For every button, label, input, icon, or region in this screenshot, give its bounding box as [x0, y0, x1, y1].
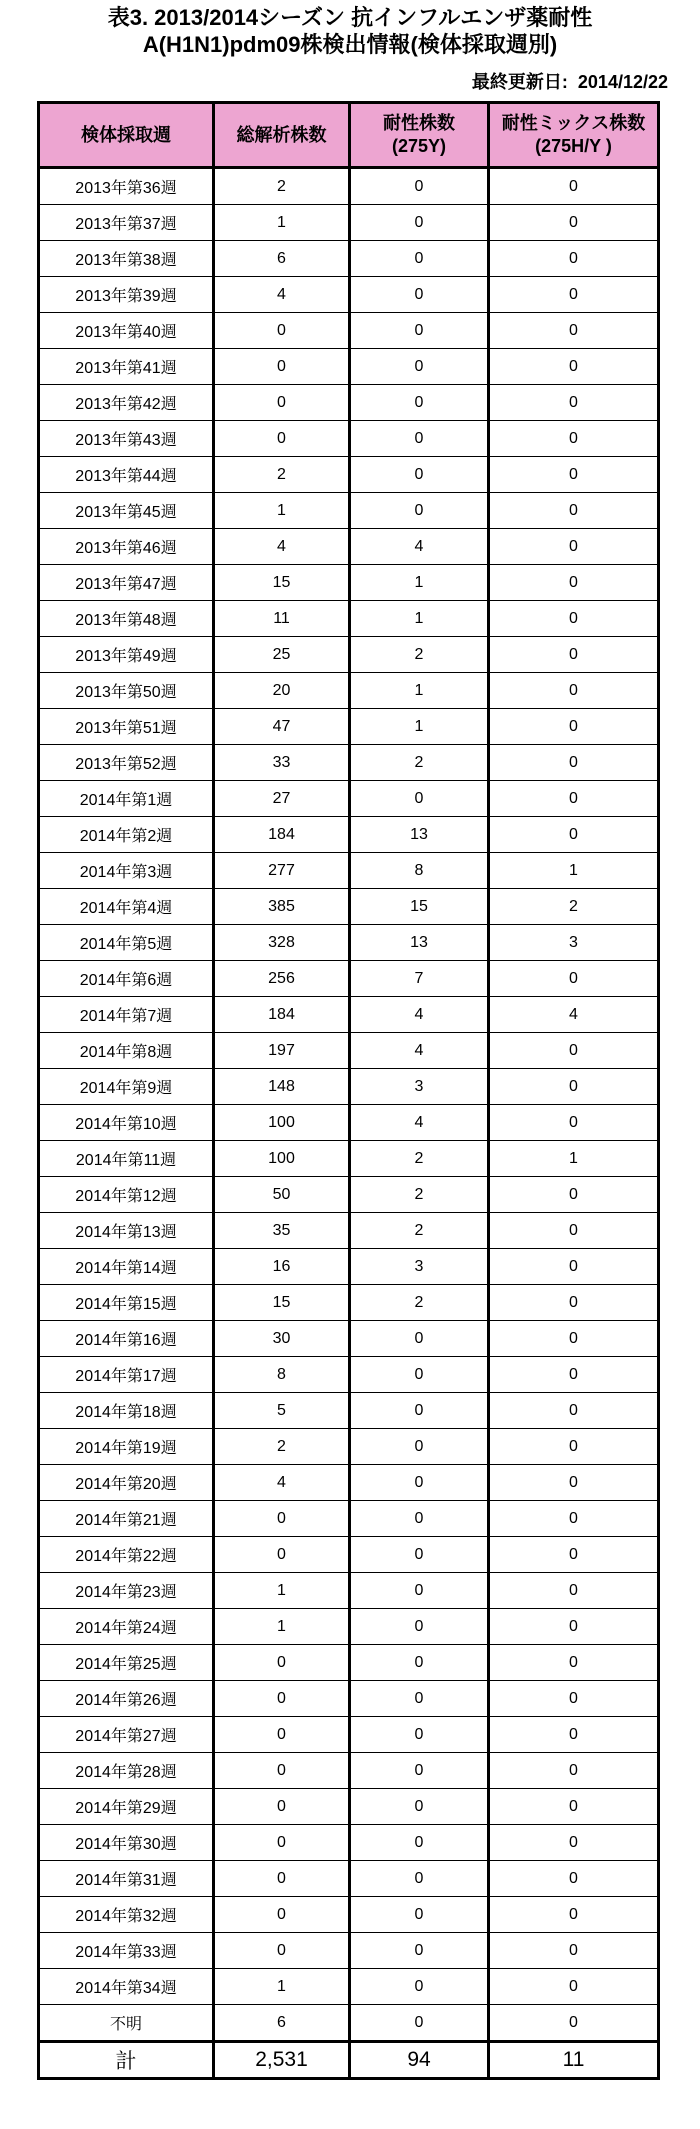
resistant-cell: 4 [350, 529, 489, 565]
week-cell: 2013年第48週 [39, 601, 214, 637]
week-cell: 2014年第5週 [39, 925, 214, 961]
week-cell: 2014年第33週 [39, 1933, 214, 1969]
week-cell: 2013年第39週 [39, 277, 214, 313]
header-resistant-sub: (275Y) [391, 136, 447, 156]
resistant-mix-cell: 0 [489, 1393, 659, 1429]
resistant-mix-cell: 0 [489, 961, 659, 997]
table-row [39, 205, 659, 241]
resistant-mix-cell: 0 [489, 745, 659, 781]
resistant-cell: 13 [350, 925, 489, 961]
table-row [39, 1249, 659, 1285]
resistant-mix-cell: 0 [489, 601, 659, 637]
column-header-resistant [350, 103, 489, 168]
resistant-mix-cell: 0 [489, 1213, 659, 1249]
resistant-cell: 1 [350, 673, 489, 709]
title-line-2: A(H1N1)pdm09株検出情報(検体採取週別) [142, 32, 558, 57]
table-row [39, 1753, 659, 1789]
week-cell: 2014年第8週 [39, 1033, 214, 1069]
analyzed-cell: 15 [214, 1285, 350, 1321]
week-cell: 2013年第38週 [39, 241, 214, 277]
table-row [39, 1537, 659, 1573]
week-cell: 2014年第29週 [39, 1789, 214, 1825]
table-row [39, 1105, 659, 1141]
resistant-cell: 0 [350, 1321, 489, 1357]
header-analyzed-label: 総解析株数 [236, 124, 327, 145]
analyzed-cell: 25 [214, 637, 350, 673]
resistant-cell: 0 [350, 385, 489, 421]
resistant-mix-cell: 0 [489, 1033, 659, 1069]
week-cell: 2013年第41週 [39, 349, 214, 385]
table-row [39, 1861, 659, 1897]
table-row [39, 1825, 659, 1861]
resistant-cell: 0 [350, 1609, 489, 1645]
table-row [39, 637, 659, 673]
header-resistant-mix-label: 耐性ミックス株数 [501, 113, 646, 133]
analyzed-cell: 148 [214, 1069, 350, 1105]
table-row [39, 1285, 659, 1321]
resistant-cell: 0 [350, 1357, 489, 1393]
week-cell: 2014年第12週 [39, 1177, 214, 1213]
total-week-cell: 計 [39, 2042, 214, 2079]
table-row [39, 1357, 659, 1393]
resistant-mix-cell: 2 [489, 889, 659, 925]
week-cell: 不明 [39, 2005, 214, 2042]
resistant-cell: 0 [350, 1573, 489, 1609]
table-row [39, 925, 659, 961]
resistant-mix-cell: 1 [489, 853, 659, 889]
table-row [39, 1789, 659, 1825]
table-row [39, 529, 659, 565]
week-cell: 2014年第3週 [39, 853, 214, 889]
analyzed-cell: 0 [214, 1933, 350, 1969]
table-row [39, 313, 659, 349]
table-row [39, 385, 659, 421]
table-row [39, 349, 659, 385]
table-row [39, 889, 659, 925]
week-cell: 2014年第23週 [39, 1573, 214, 1609]
table-row [39, 1717, 659, 1753]
resistant-mix-cell: 0 [489, 1969, 659, 2005]
week-cell: 2014年第30週 [39, 1825, 214, 1861]
resistant-mix-cell: 3 [489, 925, 659, 961]
analyzed-cell: 0 [214, 385, 350, 421]
resistant-cell: 2 [350, 637, 489, 673]
resistant-mix-cell: 0 [489, 457, 659, 493]
resistant-cell: 4 [350, 1033, 489, 1069]
analyzed-cell: 197 [214, 1033, 350, 1069]
week-cell: 2014年第34週 [39, 1969, 214, 2005]
week-cell: 2014年第17週 [39, 1357, 214, 1393]
resistant-mix-cell: 0 [489, 637, 659, 673]
table-row [39, 421, 659, 457]
analyzed-cell: 0 [214, 1501, 350, 1537]
resistant-cell: 0 [350, 1753, 489, 1789]
resistant-mix-cell: 0 [489, 1285, 659, 1321]
week-cell: 2014年第32週 [39, 1897, 214, 1933]
analyzed-cell: 4 [214, 1465, 350, 1501]
resistant-mix-cell: 0 [489, 1753, 659, 1789]
table-row [39, 457, 659, 493]
analyzed-cell: 0 [214, 1681, 350, 1717]
resistant-mix-cell: 0 [489, 277, 659, 313]
resistant-cell: 0 [350, 1465, 489, 1501]
resistant-cell: 0 [350, 1933, 489, 1969]
analyzed-cell: 16 [214, 1249, 350, 1285]
resistant-cell: 8 [350, 853, 489, 889]
resistant-cell: 3 [350, 1249, 489, 1285]
table-row [39, 1141, 659, 1177]
resistant-mix-cell: 0 [489, 1357, 659, 1393]
header-resistant-label: 耐性株数 [383, 113, 455, 133]
week-cell: 2014年第27週 [39, 1717, 214, 1753]
table-row [39, 1645, 659, 1681]
total-analyzed-cell: 2,531 [214, 2042, 350, 2079]
analyzed-cell: 2 [214, 457, 350, 493]
analyzed-cell: 1 [214, 1609, 350, 1645]
week-cell: 2014年第6週 [39, 961, 214, 997]
resistant-cell: 0 [350, 1393, 489, 1429]
table-row [39, 817, 659, 853]
table-row [39, 1465, 659, 1501]
table-row [39, 168, 659, 205]
table-row [39, 493, 659, 529]
resistant-cell: 0 [350, 781, 489, 817]
table-row [39, 1681, 659, 1717]
resistant-cell: 1 [350, 565, 489, 601]
analyzed-cell: 328 [214, 925, 350, 961]
resistant-mix-cell: 0 [489, 1249, 659, 1285]
analyzed-cell: 4 [214, 277, 350, 313]
analyzed-cell: 256 [214, 961, 350, 997]
week-cell: 2013年第46週 [39, 529, 214, 565]
column-header-week [39, 103, 214, 168]
analyzed-cell: 0 [214, 313, 350, 349]
analyzed-cell: 0 [214, 1789, 350, 1825]
analyzed-cell: 277 [214, 853, 350, 889]
analyzed-cell: 0 [214, 1537, 350, 1573]
resistant-mix-cell: 0 [489, 385, 659, 421]
analyzed-cell: 20 [214, 673, 350, 709]
table-row [39, 1933, 659, 1969]
resistant-cell: 0 [350, 1897, 489, 1933]
resistant-mix-cell: 0 [489, 1897, 659, 1933]
resistant-mix-cell: 0 [489, 1861, 659, 1897]
week-cell: 2014年第14週 [39, 1249, 214, 1285]
resistant-mix-cell: 0 [489, 1825, 659, 1861]
resistant-cell: 2 [350, 745, 489, 781]
column-header-resistant-mix [489, 103, 659, 168]
analyzed-cell: 47 [214, 709, 350, 745]
table-row [39, 673, 659, 709]
resistant-cell: 3 [350, 1069, 489, 1105]
week-cell: 2014年第31週 [39, 1861, 214, 1897]
resistant-mix-cell: 0 [489, 1501, 659, 1537]
resistant-mix-cell: 0 [489, 2005, 659, 2042]
week-cell: 2014年第20週 [39, 1465, 214, 1501]
resistant-cell: 0 [350, 493, 489, 529]
resistant-mix-cell: 0 [489, 1789, 659, 1825]
analyzed-cell: 184 [214, 997, 350, 1033]
resistant-cell: 1 [350, 709, 489, 745]
analyzed-cell: 184 [214, 817, 350, 853]
table-row [39, 565, 659, 601]
table-row [39, 1501, 659, 1537]
week-cell: 2014年第28週 [39, 1753, 214, 1789]
resistant-mix-cell: 0 [489, 565, 659, 601]
week-cell: 2014年第19週 [39, 1429, 214, 1465]
analyzed-cell: 0 [214, 349, 350, 385]
analyzed-cell: 0 [214, 1753, 350, 1789]
week-cell: 2014年第26週 [39, 1681, 214, 1717]
analyzed-cell: 385 [214, 889, 350, 925]
analyzed-cell: 1 [214, 1573, 350, 1609]
last-updated-label: 最終更新日: [471, 72, 568, 92]
table-row [39, 853, 659, 889]
resistant-mix-cell: 0 [489, 1645, 659, 1681]
week-cell: 2013年第37週 [39, 205, 214, 241]
analyzed-cell: 5 [214, 1393, 350, 1429]
table-row [39, 1213, 659, 1249]
resistant-cell: 0 [350, 277, 489, 313]
analyzed-cell: 33 [214, 745, 350, 781]
table-row [39, 1609, 659, 1645]
resistant-mix-cell: 0 [489, 205, 659, 241]
table-row [39, 2005, 659, 2042]
resistant-mix-cell: 0 [489, 1933, 659, 1969]
week-cell: 2014年第13週 [39, 1213, 214, 1249]
resistant-cell: 0 [350, 1681, 489, 1717]
analyzed-cell: 50 [214, 1177, 350, 1213]
resistant-cell: 0 [350, 457, 489, 493]
week-cell: 2013年第47週 [39, 565, 214, 601]
week-cell: 2013年第36週 [39, 168, 214, 205]
last-updated [0, 71, 700, 93]
week-cell: 2014年第7週 [39, 997, 214, 1033]
table-row [39, 997, 659, 1033]
week-cell: 2014年第24週 [39, 1609, 214, 1645]
resistant-mix-cell: 0 [489, 493, 659, 529]
resistant-cell: 0 [350, 2005, 489, 2042]
last-updated-date: 2014/12/22 [577, 72, 668, 92]
resistant-cell: 0 [350, 1429, 489, 1465]
resistant-cell: 4 [350, 997, 489, 1033]
resistant-mix-cell: 1 [489, 1141, 659, 1177]
week-cell: 2014年第9週 [39, 1069, 214, 1105]
resistant-mix-cell: 0 [489, 421, 659, 457]
total-resistant-mix-cell: 11 [489, 2042, 659, 2079]
resistant-mix-cell: 0 [489, 1681, 659, 1717]
resistant-cell: 0 [350, 1789, 489, 1825]
week-cell: 2014年第10週 [39, 1105, 214, 1141]
analyzed-cell: 4 [214, 529, 350, 565]
resistant-cell: 2 [350, 1141, 489, 1177]
analyzed-cell: 2 [214, 1429, 350, 1465]
resistant-cell: 2 [350, 1285, 489, 1321]
resistant-mix-cell: 0 [489, 673, 659, 709]
table-row [39, 1393, 659, 1429]
table-row [39, 241, 659, 277]
week-cell: 2014年第4週 [39, 889, 214, 925]
analyzed-cell: 100 [214, 1141, 350, 1177]
analyzed-cell: 6 [214, 2005, 350, 2042]
page [0, 4, 700, 2129]
resistant-mix-cell: 0 [489, 1105, 659, 1141]
resistant-cell: 0 [350, 168, 489, 205]
resistant-mix-cell: 0 [489, 1465, 659, 1501]
analyzed-cell: 100 [214, 1105, 350, 1141]
week-cell: 2014年第11週 [39, 1141, 214, 1177]
analyzed-cell: 2 [214, 168, 350, 205]
resistant-cell: 0 [350, 1537, 489, 1573]
week-cell: 2014年第18週 [39, 1393, 214, 1429]
resistant-cell: 7 [350, 961, 489, 997]
table-row [39, 781, 659, 817]
resistant-cell: 0 [350, 1969, 489, 2005]
resistant-mix-cell: 4 [489, 997, 659, 1033]
resistant-cell: 0 [350, 1825, 489, 1861]
resistant-mix-cell: 0 [489, 241, 659, 277]
resistant-cell: 0 [350, 241, 489, 277]
table-row [39, 1069, 659, 1105]
resistant-cell: 0 [350, 349, 489, 385]
table-row [39, 601, 659, 637]
table-row [39, 1897, 659, 1933]
total-row [39, 2042, 659, 2079]
table-row [39, 1321, 659, 1357]
week-cell: 2013年第45週 [39, 493, 214, 529]
analyzed-cell: 35 [214, 1213, 350, 1249]
resistant-cell: 15 [350, 889, 489, 925]
week-cell: 2013年第42週 [39, 385, 214, 421]
title-line-1: 表3. 2013/2014シーズン 抗インフルエンザ薬耐性 [107, 5, 593, 30]
total-resistant-cell: 94 [350, 2042, 489, 2079]
resistance-table [37, 101, 660, 2080]
analyzed-cell: 0 [214, 421, 350, 457]
resistant-cell: 0 [350, 205, 489, 241]
resistant-mix-cell: 0 [489, 709, 659, 745]
resistant-cell: 0 [350, 421, 489, 457]
table-row [39, 745, 659, 781]
column-header-analyzed [214, 103, 350, 168]
table-row [39, 1573, 659, 1609]
week-cell: 2013年第43週 [39, 421, 214, 457]
resistant-cell: 0 [350, 1501, 489, 1537]
analyzed-cell: 0 [214, 1645, 350, 1681]
resistant-cell: 2 [350, 1213, 489, 1249]
header-row [39, 103, 659, 168]
week-cell: 2014年第16週 [39, 1321, 214, 1357]
analyzed-cell: 30 [214, 1321, 350, 1357]
resistant-mix-cell: 0 [489, 781, 659, 817]
analyzed-cell: 1 [214, 205, 350, 241]
table-row [39, 961, 659, 997]
resistant-mix-cell: 0 [489, 817, 659, 853]
week-cell: 2013年第50週 [39, 673, 214, 709]
week-cell: 2014年第25週 [39, 1645, 214, 1681]
resistant-cell: 13 [350, 817, 489, 853]
analyzed-cell: 8 [214, 1357, 350, 1393]
week-cell: 2013年第44週 [39, 457, 214, 493]
resistant-cell: 0 [350, 313, 489, 349]
analyzed-cell: 0 [214, 1897, 350, 1933]
analyzed-cell: 11 [214, 601, 350, 637]
resistant-mix-cell: 0 [489, 1321, 659, 1357]
analyzed-cell: 0 [214, 1717, 350, 1753]
resistant-mix-cell: 0 [489, 349, 659, 385]
resistant-cell: 4 [350, 1105, 489, 1141]
table-row [39, 1969, 659, 2005]
resistant-mix-cell: 0 [489, 1717, 659, 1753]
resistant-mix-cell: 0 [489, 1069, 659, 1105]
resistant-mix-cell: 0 [489, 313, 659, 349]
header-week-label: 検体採取週 [81, 124, 171, 145]
week-cell: 2013年第49週 [39, 637, 214, 673]
week-cell: 2013年第52週 [39, 745, 214, 781]
resistant-mix-cell: 0 [489, 1429, 659, 1465]
analyzed-cell: 15 [214, 565, 350, 601]
week-cell: 2014年第22週 [39, 1537, 214, 1573]
table-row [39, 1177, 659, 1213]
analyzed-cell: 0 [214, 1825, 350, 1861]
table-row [39, 1429, 659, 1465]
week-cell: 2014年第15週 [39, 1285, 214, 1321]
week-cell: 2014年第21週 [39, 1501, 214, 1537]
week-cell: 2014年第1週 [39, 781, 214, 817]
resistant-cell: 0 [350, 1861, 489, 1897]
resistant-mix-cell: 0 [489, 1177, 659, 1213]
table-row [39, 709, 659, 745]
analyzed-cell: 6 [214, 241, 350, 277]
analyzed-cell: 1 [214, 493, 350, 529]
page-title [0, 4, 700, 58]
resistant-cell: 0 [350, 1717, 489, 1753]
resistant-cell: 2 [350, 1177, 489, 1213]
resistant-mix-cell: 0 [489, 529, 659, 565]
table-row [39, 1033, 659, 1069]
week-cell: 2013年第40週 [39, 313, 214, 349]
analyzed-cell: 27 [214, 781, 350, 817]
analyzed-cell: 1 [214, 1969, 350, 2005]
analyzed-cell: 0 [214, 1861, 350, 1897]
week-cell: 2013年第51週 [39, 709, 214, 745]
resistant-mix-cell: 0 [489, 1573, 659, 1609]
week-cell: 2014年第2週 [39, 817, 214, 853]
resistant-cell: 1 [350, 601, 489, 637]
resistant-mix-cell: 0 [489, 168, 659, 205]
resistant-cell: 0 [350, 1645, 489, 1681]
table-row [39, 277, 659, 313]
resistant-mix-cell: 0 [489, 1537, 659, 1573]
header-resistant-mix-sub: (275H/Y ) [535, 136, 612, 156]
resistant-mix-cell: 0 [489, 1609, 659, 1645]
